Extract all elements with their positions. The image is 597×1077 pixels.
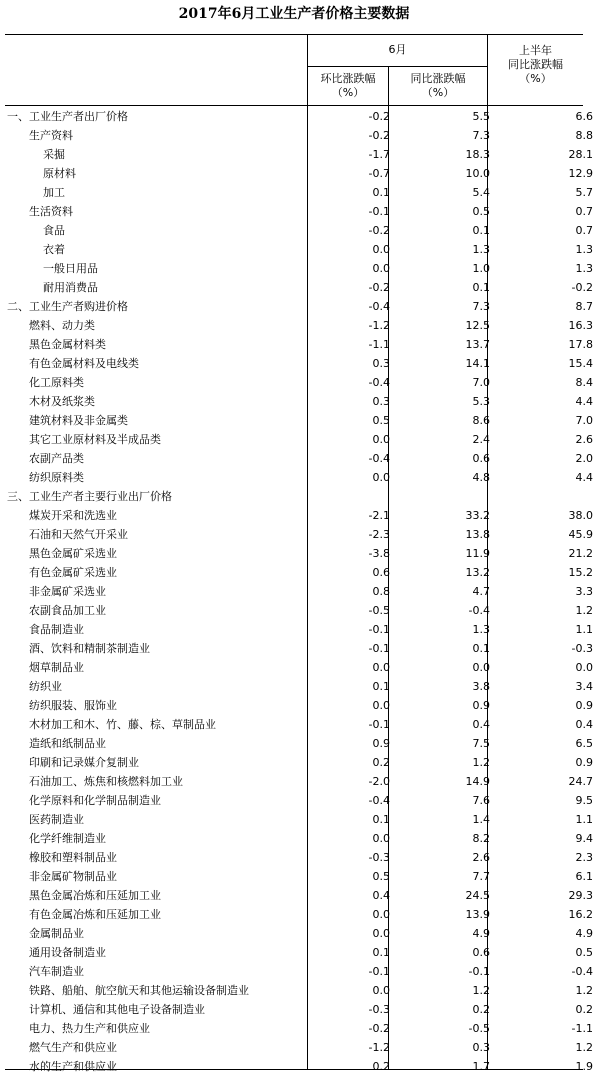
- yoy-value: 7.0: [472, 376, 490, 389]
- yoy-value: 0.2: [472, 1003, 490, 1016]
- row-label: 金属制品业: [29, 927, 84, 940]
- row-label: 医药制造业: [29, 813, 84, 826]
- table-row: [5, 924, 597, 943]
- table-row: [5, 848, 597, 867]
- row-label: 化工原料类: [29, 376, 84, 389]
- mom-value: -1.2: [368, 319, 390, 332]
- row-label: 农副食品加工业: [29, 604, 106, 617]
- mom-value: 0.0: [372, 927, 390, 940]
- row-label: 水的生产和供应业: [29, 1060, 117, 1073]
- mom-value: -3.8: [368, 547, 390, 560]
- half-year-value: 1.1: [575, 623, 593, 636]
- table-row: [5, 354, 597, 373]
- row-label: 石油加工、炼焦和核燃料加工业: [29, 775, 183, 788]
- row-label: 非金属矿采选业: [29, 585, 106, 598]
- row-label: 石油和天然气开采业: [29, 528, 128, 541]
- table-row: [5, 525, 597, 544]
- row-label: 一般日用品: [43, 262, 98, 275]
- table-row: [5, 259, 597, 278]
- table-row: [5, 563, 597, 582]
- yoy-value: -0.5: [468, 1022, 490, 1035]
- yoy-value: 2.6: [472, 851, 490, 864]
- mom-header: [308, 72, 388, 100]
- row-label: 有色金属材料及电线类: [29, 357, 139, 370]
- mom-value: 0.2: [372, 756, 390, 769]
- table-row: [5, 145, 597, 164]
- mom-value: 0.6: [372, 566, 390, 579]
- table-row: [5, 240, 597, 259]
- mom-value: -0.1: [368, 623, 390, 636]
- mom-value: -0.7: [368, 167, 390, 180]
- mom-value: -1.1: [368, 338, 390, 351]
- table-row: [5, 544, 597, 563]
- table-row: [5, 278, 597, 297]
- row-label: 铁路、船舶、航空航天和其他运输设备制造业: [29, 984, 249, 997]
- half-year-value: 3.3: [575, 585, 593, 598]
- table-row: [5, 753, 597, 772]
- table-row: [5, 1000, 597, 1019]
- table-row: [5, 734, 597, 753]
- mom-header-label: 环比涨跌幅: [320, 72, 376, 85]
- half-year-value: 4.4: [575, 395, 593, 408]
- row-label: 一、工业生产者出厂价格: [7, 110, 128, 123]
- yoy-value: 18.3: [465, 148, 490, 161]
- table-row: [5, 126, 597, 145]
- half-year-value: 7.0: [575, 414, 593, 427]
- half-year-value: 0.7: [575, 224, 593, 237]
- mom-value: 0.1: [372, 186, 390, 199]
- mom-value: -0.1: [368, 642, 390, 655]
- mom-value: -2.3: [368, 528, 390, 541]
- table-row: [5, 221, 597, 240]
- mom-value: 0.3: [372, 395, 390, 408]
- row-label: 生产资料: [29, 129, 73, 142]
- yoy-value: 11.9: [465, 547, 490, 560]
- mom-value: -0.5: [368, 604, 390, 617]
- yoy-value: 0.6: [472, 452, 490, 465]
- row-label: 建筑材料及非金属类: [29, 414, 128, 427]
- mom-value: 0.0: [372, 433, 390, 446]
- row-label: 非金属矿物制品业: [29, 870, 117, 883]
- yoy-value: 0.5: [472, 205, 490, 218]
- data-table: [5, 34, 593, 1073]
- table-row: [5, 981, 597, 1000]
- table-row: [5, 962, 597, 981]
- row-label: 纺织原料类: [29, 471, 84, 484]
- yoy-value: 8.2: [472, 832, 490, 845]
- row-label: 煤炭开采和洗选业: [29, 509, 117, 522]
- page-title: 2017年6月工业生产者价格主要数据: [178, 6, 410, 22]
- row-label: 食品: [43, 224, 65, 237]
- table-row: [5, 316, 597, 335]
- yoy-value: 10.0: [465, 167, 490, 180]
- half-year-value: 1.9: [575, 1060, 593, 1073]
- half-year-value: 8.8: [575, 129, 593, 142]
- yoy-value: 7.5: [472, 737, 490, 750]
- mom-value: 0.0: [372, 243, 390, 256]
- mom-value: 0.0: [372, 661, 390, 674]
- yoy-value: 1.7: [472, 1060, 490, 1073]
- yoy-value: 7.6: [472, 794, 490, 807]
- yoy-value: 5.3: [472, 395, 490, 408]
- table-row: [5, 601, 597, 620]
- mom-value: -2.1: [368, 509, 390, 522]
- mom-value: -0.2: [368, 1022, 390, 1035]
- row-label: 有色金属矿采选业: [29, 566, 117, 579]
- yoy-value: 12.5: [465, 319, 490, 332]
- half-year-value: 3.4: [575, 680, 593, 693]
- mom-value: 0.0: [372, 832, 390, 845]
- yoy-value: 8.6: [472, 414, 490, 427]
- row-label: 纺织业: [29, 680, 62, 693]
- table-row: [5, 696, 597, 715]
- mom-value: 0.1: [372, 680, 390, 693]
- half-year-value: 4.4: [575, 471, 593, 484]
- yoy-value: 0.6: [472, 946, 490, 959]
- yoy-value: 3.8: [472, 680, 490, 693]
- mom-value: -0.3: [368, 1003, 390, 1016]
- yoy-value: 7.3: [472, 129, 490, 142]
- mom-value: 0.0: [372, 908, 390, 921]
- yoy-value: 2.4: [472, 433, 490, 446]
- yoy-value: 5.5: [472, 110, 490, 123]
- yoy-header-label: 同比涨跌幅: [410, 72, 466, 85]
- mom-value: 0.8: [372, 585, 390, 598]
- row-label: 黑色金属矿采选业: [29, 547, 117, 560]
- mom-value: -0.1: [368, 718, 390, 731]
- half-year-value: 1.2: [575, 1041, 593, 1054]
- half-year-value: 0.5: [575, 946, 593, 959]
- row-label: 橡胶和塑料制品业: [29, 851, 117, 864]
- half-year-value: 1.3: [575, 262, 593, 275]
- row-label: 三、工业生产者主要行业出厂价格: [7, 490, 172, 503]
- half-year-value: 28.1: [568, 148, 593, 161]
- table-row: [5, 202, 597, 221]
- table-top-border: [5, 34, 583, 35]
- yoy-value: 24.5: [465, 889, 490, 902]
- half-year-value: 2.3: [575, 851, 593, 864]
- table-row: [5, 411, 597, 430]
- half-year-value: [494, 487, 597, 506]
- yoy-value: 13.9: [465, 908, 490, 921]
- table-row: [5, 468, 597, 487]
- table-row: [5, 164, 597, 183]
- half-year-value: 2.6: [575, 433, 593, 446]
- yoy-value: 7.3: [472, 300, 490, 313]
- half-year-value: 0.2: [575, 1003, 593, 1016]
- half-year-value: 9.5: [575, 794, 593, 807]
- row-label: 黑色金属冶炼和压延加工业: [29, 889, 161, 902]
- yoy-value: 7.7: [472, 870, 490, 883]
- mom-value: [309, 487, 394, 506]
- mom-value: -0.4: [368, 300, 390, 313]
- table-row: [5, 810, 597, 829]
- yoy-value: 4.9: [472, 927, 490, 940]
- table-row: [5, 1057, 597, 1076]
- mom-value: -0.4: [368, 376, 390, 389]
- yoy-value: 0.1: [472, 224, 490, 237]
- table-row: [5, 487, 597, 506]
- yoy-value: 0.0: [472, 661, 490, 674]
- mom-value: -1.7: [368, 148, 390, 161]
- mom-value: -0.3: [368, 851, 390, 864]
- table-row: [5, 867, 597, 886]
- table-row: [5, 620, 597, 639]
- half-year-value: 15.2: [568, 566, 593, 579]
- yoy-value: 1.4: [472, 813, 490, 826]
- yoy-value: 13.7: [465, 338, 490, 351]
- mom-value: -0.2: [368, 281, 390, 294]
- mom-value: 0.5: [372, 414, 390, 427]
- half-year-value: 15.4: [568, 357, 593, 370]
- table-row: [5, 582, 597, 601]
- half-year-value: 0.9: [575, 699, 593, 712]
- half-year-value: 38.0: [568, 509, 593, 522]
- row-label: 有色金属冶炼和压延加工业: [29, 908, 161, 921]
- yoy-value: 1.2: [472, 756, 490, 769]
- table-row: [5, 392, 597, 411]
- half-year-value: 1.1: [575, 813, 593, 826]
- yoy-value: 0.1: [472, 281, 490, 294]
- row-label: 原材料: [43, 167, 76, 180]
- half-header-unit: （%）: [519, 72, 552, 85]
- row-label: 木材及纸浆类: [29, 395, 95, 408]
- table-row: [5, 829, 597, 848]
- mom-value: -0.2: [368, 129, 390, 142]
- table-row: [5, 297, 597, 316]
- table-row: [5, 715, 597, 734]
- half-year-value: 5.7: [575, 186, 593, 199]
- row-label: 耐用消费品: [43, 281, 98, 294]
- table-row: [5, 791, 597, 810]
- row-label: 燃气生产和供应业: [29, 1041, 117, 1054]
- yoy-value: 33.2: [465, 509, 490, 522]
- table-row: [5, 373, 597, 392]
- half-year-header: [488, 44, 583, 86]
- mom-value: -0.4: [368, 794, 390, 807]
- row-label: 酒、饮料和精制茶制造业: [29, 642, 150, 655]
- row-label: 木材加工和木、竹、藤、棕、草制品业: [29, 718, 216, 731]
- row-label: 造纸和纸制品业: [29, 737, 106, 750]
- row-label: 通用设备制造业: [29, 946, 106, 959]
- row-label: 黑色金属材料类: [29, 338, 106, 351]
- half-year-value: 17.8: [568, 338, 593, 351]
- row-label: 化学原料和化学制品制造业: [29, 794, 161, 807]
- yoy-value: -0.4: [468, 604, 490, 617]
- half-year-value: 1.3: [575, 243, 593, 256]
- half-year-value: 45.9: [568, 528, 593, 541]
- half-year-value: 24.7: [568, 775, 593, 788]
- table-row: [5, 658, 597, 677]
- yoy-header: [389, 72, 487, 100]
- mom-value: 0.9: [372, 737, 390, 750]
- half-year-value: 0.9: [575, 756, 593, 769]
- yoy-value: 13.2: [465, 566, 490, 579]
- mom-value: -2.0: [368, 775, 390, 788]
- half-year-value: 8.7: [575, 300, 593, 313]
- table-row: [5, 1019, 597, 1038]
- month-header: 6月: [388, 43, 407, 56]
- mom-value: -0.2: [368, 224, 390, 237]
- yoy-value: 0.4: [472, 718, 490, 731]
- yoy-value: 5.4: [472, 186, 490, 199]
- table-row: [5, 1038, 597, 1057]
- mom-value: 0.0: [372, 471, 390, 484]
- month-header-divider: [307, 66, 487, 67]
- row-label: 化学纤维制造业: [29, 832, 106, 845]
- half-year-value: 6.1: [575, 870, 593, 883]
- half-year-value: 16.2: [568, 908, 593, 921]
- half-year-value: -0.4: [571, 965, 593, 978]
- yoy-value: [394, 487, 494, 506]
- half-year-value: 29.3: [568, 889, 593, 902]
- row-label: 其它工业原材料及半成品类: [29, 433, 161, 446]
- yoy-value: 0.9: [472, 699, 490, 712]
- half-header-line2: 同比涨跌幅: [508, 58, 563, 71]
- row-label: 印刷和记录媒介复制业: [29, 756, 139, 769]
- row-label: 二、工业生产者购进价格: [7, 300, 128, 313]
- half-year-value: 0.7: [575, 205, 593, 218]
- mom-header-unit: （%）: [331, 86, 365, 99]
- yoy-value: 0.3: [472, 1041, 490, 1054]
- half-year-value: -1.1: [571, 1022, 593, 1035]
- mom-value: -0.1: [368, 205, 390, 218]
- table-row: [5, 886, 597, 905]
- row-label: 汽车制造业: [29, 965, 84, 978]
- yoy-value: -0.1: [468, 965, 490, 978]
- table-row: [5, 335, 597, 354]
- row-label: 纺织服装、服饰业: [29, 699, 117, 712]
- row-label: 衣着: [43, 243, 65, 256]
- half-year-value: 8.4: [575, 376, 593, 389]
- half-year-value: 6.5: [575, 737, 593, 750]
- table-row: [5, 183, 597, 202]
- mom-value: 0.0: [372, 699, 390, 712]
- half-year-value: 1.2: [575, 984, 593, 997]
- data-rows: [5, 107, 597, 1076]
- table-row: [5, 107, 597, 126]
- table-row: [5, 506, 597, 525]
- mom-value: 0.1: [372, 813, 390, 826]
- table-row: [5, 772, 597, 791]
- row-label: 采掘: [43, 148, 65, 161]
- half-year-value: 21.2: [568, 547, 593, 560]
- mom-value: 0.1: [372, 946, 390, 959]
- half-year-value: -0.3: [571, 642, 593, 655]
- mom-value: -1.2: [368, 1041, 390, 1054]
- half-year-value: 12.9: [568, 167, 593, 180]
- mom-value: 0.5: [372, 870, 390, 883]
- row-label: 生活资料: [29, 205, 73, 218]
- half-year-value: 0.4: [575, 718, 593, 731]
- half-year-value: 1.2: [575, 604, 593, 617]
- yoy-value: 1.0: [472, 262, 490, 275]
- yoy-value: 0.1: [472, 642, 490, 655]
- yoy-header-unit: （%）: [421, 86, 455, 99]
- yoy-value: 13.8: [465, 528, 490, 541]
- row-label: 烟草制品业: [29, 661, 84, 674]
- yoy-value: 14.1: [465, 357, 490, 370]
- table-row: [5, 449, 597, 468]
- mom-value: 0.0: [372, 262, 390, 275]
- row-label: 加工: [43, 186, 65, 199]
- table-row: [5, 905, 597, 924]
- table-row: [5, 430, 597, 449]
- yoy-value: 4.7: [472, 585, 490, 598]
- mom-value: 0.2: [372, 1060, 390, 1073]
- half-header-line1: 上半年: [519, 44, 552, 57]
- row-label: 农副产品类: [29, 452, 84, 465]
- row-label: 食品制造业: [29, 623, 84, 636]
- table-row: [5, 677, 597, 696]
- mom-value: 0.3: [372, 357, 390, 370]
- mom-value: -0.4: [368, 452, 390, 465]
- yoy-value: 1.2: [472, 984, 490, 997]
- table-row: [5, 639, 597, 658]
- yoy-value: 1.3: [472, 243, 490, 256]
- row-label: 电力、热力生产和供应业: [29, 1022, 150, 1035]
- yoy-value: 14.9: [465, 775, 490, 788]
- yoy-value: 4.8: [472, 471, 490, 484]
- half-year-value: -0.2: [571, 281, 593, 294]
- half-year-value: 9.4: [575, 832, 593, 845]
- table-row: [5, 943, 597, 962]
- mom-value: -0.1: [368, 965, 390, 978]
- mom-value: -0.2: [368, 110, 390, 123]
- row-label: 计算机、通信和其他电子设备制造业: [29, 1003, 205, 1016]
- half-year-value: 6.6: [575, 110, 593, 123]
- mom-value: 0.0: [372, 984, 390, 997]
- half-year-value: 4.9: [575, 927, 593, 940]
- half-year-value: 2.0: [575, 452, 593, 465]
- header-bottom-border: [5, 105, 583, 106]
- mom-value: 0.4: [372, 889, 390, 902]
- yoy-value: 1.3: [472, 623, 490, 636]
- half-year-value: 0.0: [575, 661, 593, 674]
- half-year-value: 16.3: [568, 319, 593, 332]
- row-label: 燃料、动力类: [29, 319, 95, 332]
